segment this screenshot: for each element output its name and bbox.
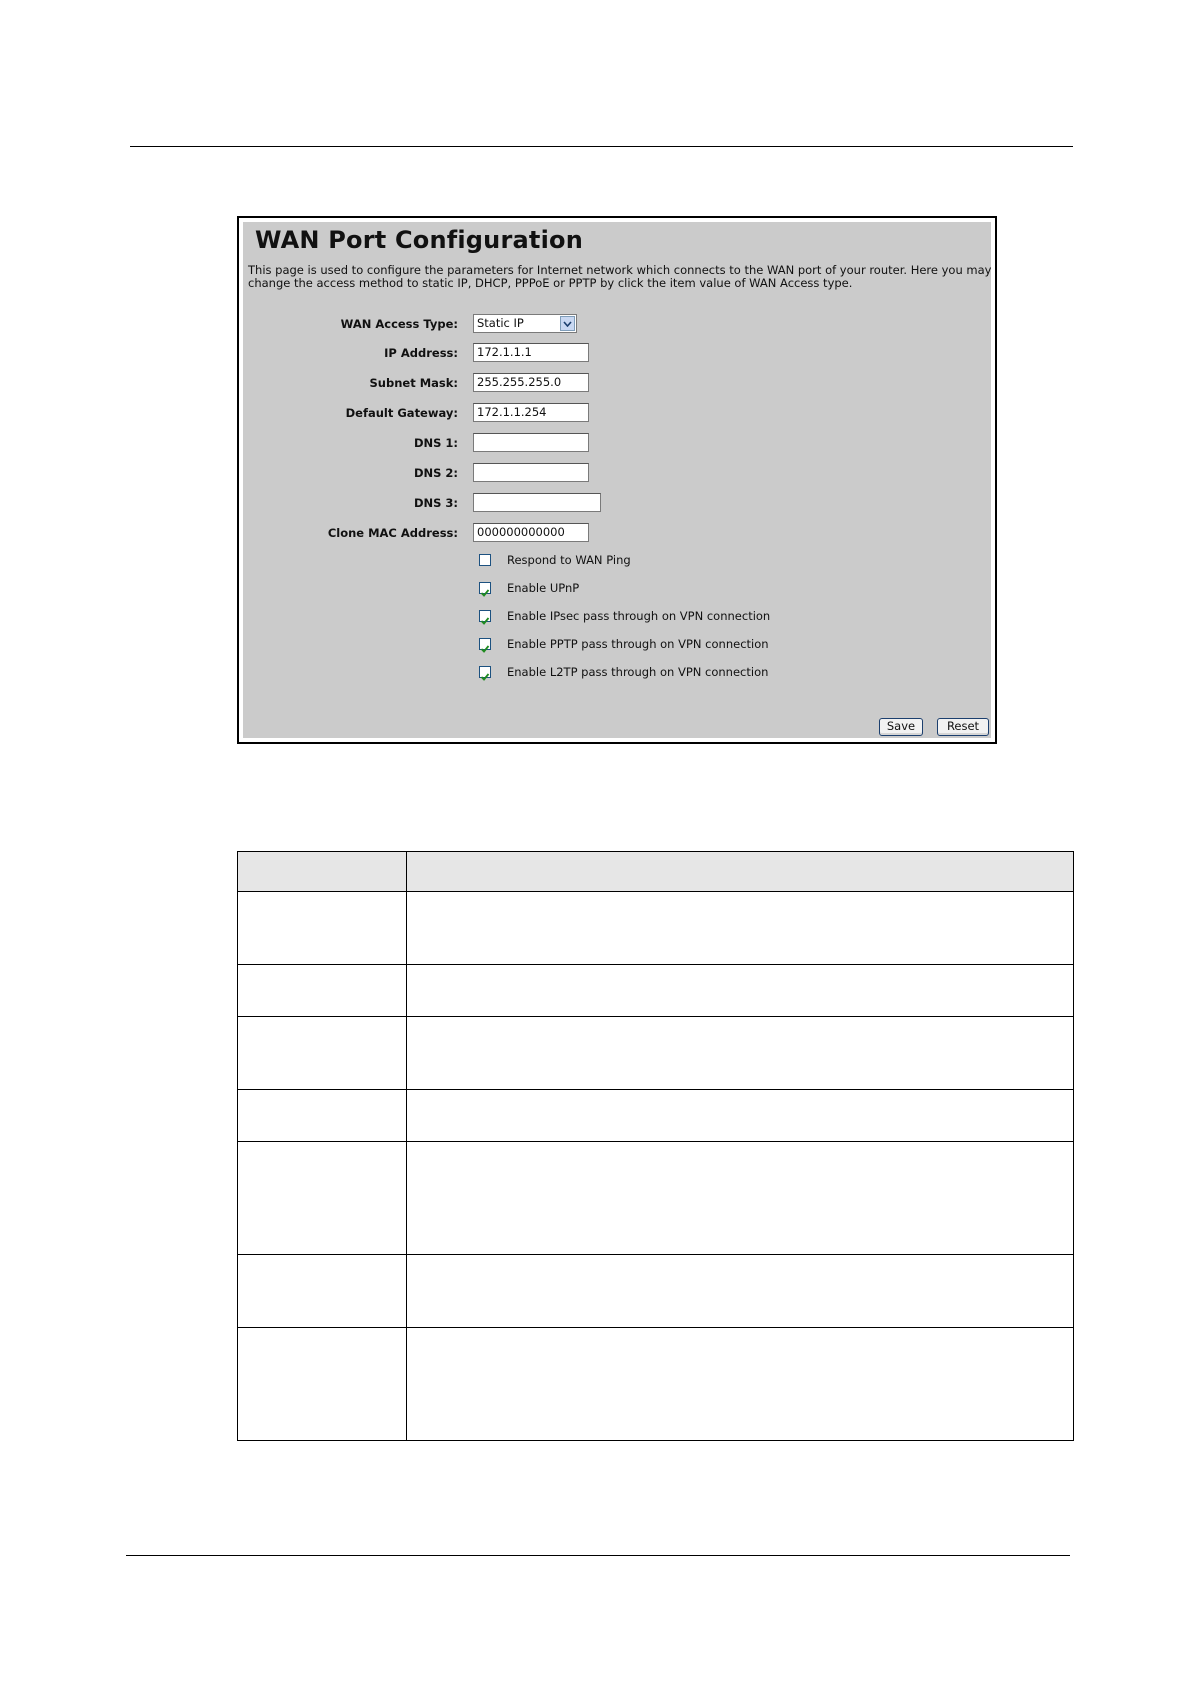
- enable-pptp-label: Enable PPTP pass through on VPN connection: [507, 637, 769, 651]
- subnet-mask-input[interactable]: 255.255.255.0: [473, 373, 589, 392]
- save-button[interactable]: Save: [879, 718, 923, 736]
- wan-access-type-row: [243, 314, 991, 336]
- wan-config-panel: [243, 222, 991, 738]
- dns3-row: [243, 493, 991, 515]
- footer-rule: [126, 1555, 1070, 1556]
- default-gateway-input[interactable]: 172.1.1.254: [473, 403, 589, 422]
- table-header-cell: [407, 852, 1074, 892]
- dns1-input[interactable]: [473, 433, 589, 452]
- checkmark-icon: [480, 588, 490, 598]
- dns2-label: DNS 2:: [413, 466, 458, 480]
- checkmark-icon: [480, 616, 490, 626]
- clone-mac-input[interactable]: 000000000000: [473, 523, 589, 542]
- page-description: This page is used to configure the parameters for Internet network which connects to the WAN port of your router. Here you may change the access method to static IP, DHCP, PPPoE or PPTP by click the item value of WAN Access type.: [248, 263, 992, 290]
- dns1-row: [243, 433, 991, 455]
- dns2-input[interactable]: [473, 463, 589, 482]
- ip-address-row: [243, 343, 991, 365]
- subnet-mask-label: Subnet Mask:: [369, 376, 458, 390]
- enable-l2tp-label: Enable L2TP pass through on VPN connection: [507, 665, 769, 679]
- enable-pptp-checkbox[interactable]: [479, 638, 491, 650]
- respond-wan-ping-label: Respond to WAN Ping: [507, 553, 631, 567]
- wan-access-type-value: Static IP: [477, 316, 524, 330]
- wan-access-type-select[interactable]: [473, 314, 577, 333]
- reset-button[interactable]: Reset: [937, 718, 989, 736]
- table-row: [238, 892, 1074, 965]
- table-row: [238, 1328, 1074, 1441]
- enable-upnp-label: Enable UPnP: [507, 581, 580, 595]
- enable-ipsec-label: Enable IPsec pass through on VPN connection: [507, 609, 771, 623]
- screenshot-frame: [237, 216, 997, 744]
- chevron-down-icon[interactable]: [560, 316, 575, 331]
- checkmark-icon: [480, 672, 490, 682]
- table-header-row: [238, 852, 1074, 892]
- table-row: [238, 1142, 1074, 1255]
- enable-l2tp-checkbox[interactable]: [479, 666, 491, 678]
- ip-address-label: IP Address:: [384, 346, 458, 360]
- wan-access-type-label: WAN Access Type:: [340, 317, 458, 331]
- enable-upnp-checkbox[interactable]: [479, 582, 491, 594]
- table-row: [238, 1017, 1074, 1090]
- subnet-mask-row: [243, 373, 991, 395]
- description-table: [237, 851, 1074, 1441]
- dns2-row: [243, 463, 991, 485]
- default-gateway-row: [243, 403, 991, 425]
- enable-ipsec-checkbox[interactable]: [479, 610, 491, 622]
- ip-address-input[interactable]: 172.1.1.1: [473, 343, 589, 362]
- dns1-label: DNS 1:: [413, 436, 458, 450]
- dns3-input[interactable]: [473, 493, 601, 512]
- checkmark-icon: [480, 644, 490, 654]
- dns3-label: DNS 3:: [413, 496, 458, 510]
- header-rule: [130, 146, 1073, 147]
- page-title: WAN Port Configuration: [255, 226, 583, 254]
- clone-mac-row: [243, 523, 991, 545]
- table-row: [238, 965, 1074, 1017]
- table-header-cell: [238, 852, 407, 892]
- table-row: [238, 1255, 1074, 1328]
- clone-mac-label: Clone MAC Address:: [327, 526, 458, 540]
- default-gateway-label: Default Gateway:: [345, 406, 458, 420]
- table-row: [238, 1090, 1074, 1142]
- respond-wan-ping-checkbox[interactable]: [479, 554, 491, 566]
